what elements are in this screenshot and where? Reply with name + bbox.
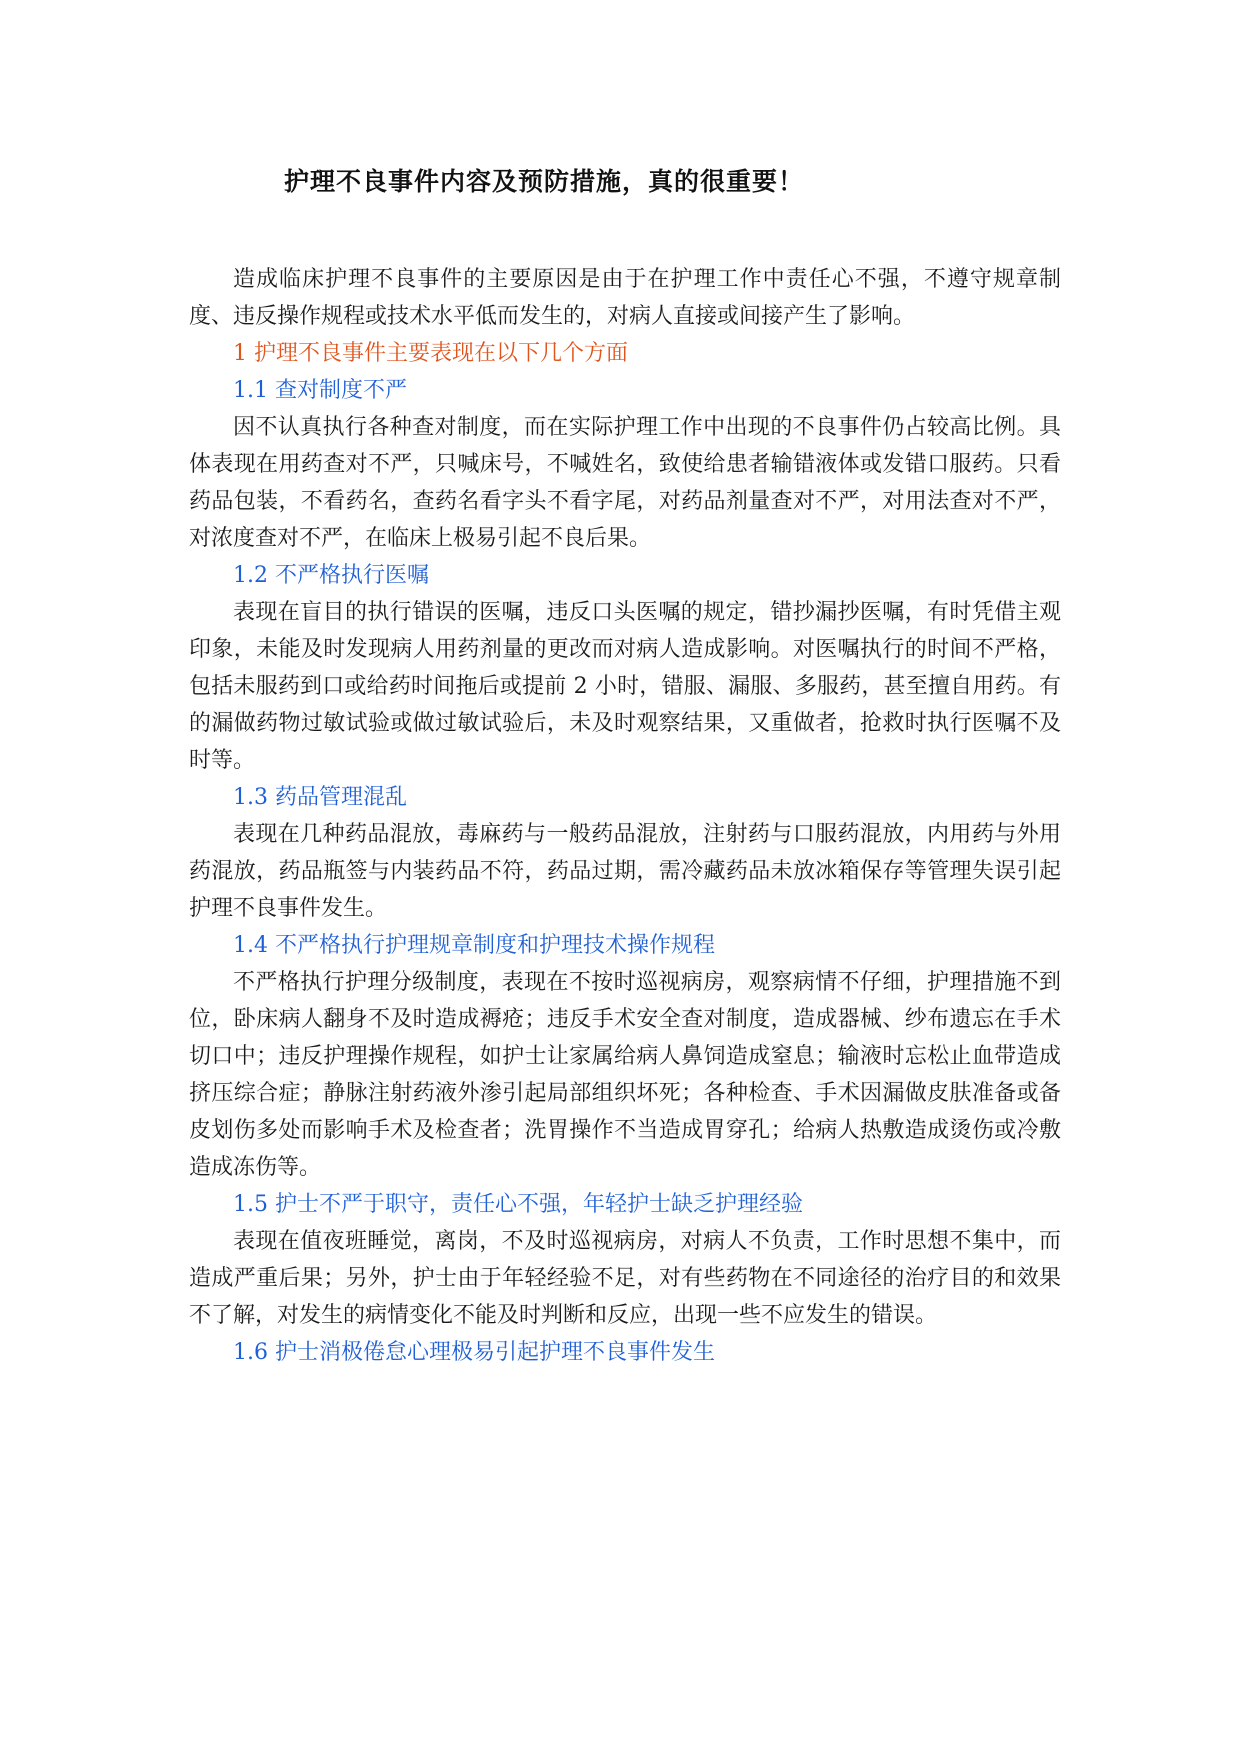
subsection-1-4-heading: 1.4 不严格执行护理规章制度和护理技术操作规程 [233, 933, 715, 958]
intro-paragraph: 造成临床护理不良事件的主要原因是由于在护理工作中责任心不强，不遵守规章制度、违反操作规程或技术水平低而发生的，对病人直接或间接产生了影响。 [189, 267, 1061, 329]
subsection-1-4-body: 不严格执行护理分级制度，表现在不按时巡视病房，观察病情不仔细，护理措施不到位，卧床病人翻身不及时造成褥疮；违反手术安全查对制度，造成器械、纱布遗忘在手术切口中；违反护理操作规程，如护士让家属给病人鼻饲造成窒息；输液时忘松止血带造成挤压综合症；静脉注射药液外渗引起局部组织坏死；各种检查、手术因漏做皮肤准备或备皮划伤多处而影响手术及检查者；洗胃操作不当造成胃穿孔；给病人热敷造成烫伤或冷敷造成冻伤等。 [189, 970, 1061, 1180]
subsection-1-2-body: 表现在盲目的执行错误的医嘱，违反口头医嘱的规定，错抄漏抄医嘱，有时凭借主观印象，未能及时发现病人用药剂量的更改而对病人造成影响。对医嘱执行的时间不严格，包括未服药到口或给药时间拖后或提前 2 小时，错服、漏服、多服药，甚至擅自用药。有的漏做药物过敏试验或做过敏试验后，未及时观察结果，又重做者，抢救时执行医嘱不及时等。 [189, 600, 1061, 773]
document-title: 护理不良事件内容及预防措施，真的很重要！ [284, 167, 805, 196]
document-content [189, 261, 1061, 1371]
subsection-1-6-heading: 1.6 护士消极倦怠心理极易引起护理不良事件发生 [233, 1340, 715, 1365]
subsection-1-1-heading: 1.1 查对制度不严 [233, 378, 407, 403]
subsection-1-5-body: 表现在值夜班睡觉，离岗，不及时巡视病房，对病人不负责，工作时思想不集中，而造成严重后果；另外，护士由于年轻经验不足，对有些药物在不同途径的治疗目的和效果不了解，对发生的病情变化不能及时判断和反应，出现一些不应发生的错误。 [189, 1229, 1061, 1328]
subsection-1-3-body: 表现在几种药品混放，毒麻药与一般药品混放，注射药与口服药混放，内用药与外用药混放，药品瓶签与内装药品不符，药品过期，需冷藏药品未放冰箱保存等管理失误引起护理不良事件发生。 [189, 822, 1061, 921]
subsection-1-3-heading: 1.3 药品管理混乱 [233, 785, 407, 810]
subsection-1-5-heading: 1.5 护士不严于职守，责任心不强，年轻护士缺乏护理经验 [233, 1192, 803, 1217]
subsection-1-2-heading: 1.2 不严格执行医嘱 [233, 563, 429, 588]
section-1-heading: 1 护理不良事件主要表现在以下几个方面 [233, 341, 628, 366]
subsection-1-1-body: 因不认真执行各种查对制度，而在实际护理工作中出现的不良事件仍占较高比例。具体表现在用药查对不严，只喊床号，不喊姓名，致使给患者输错液体或发错口服药。只看药品包装，不看药名，查药名看字头不看字尾，对药品剂量查对不严，对用法查对不严，对浓度查对不严，在临床上极易引起不良后果。 [189, 415, 1061, 551]
